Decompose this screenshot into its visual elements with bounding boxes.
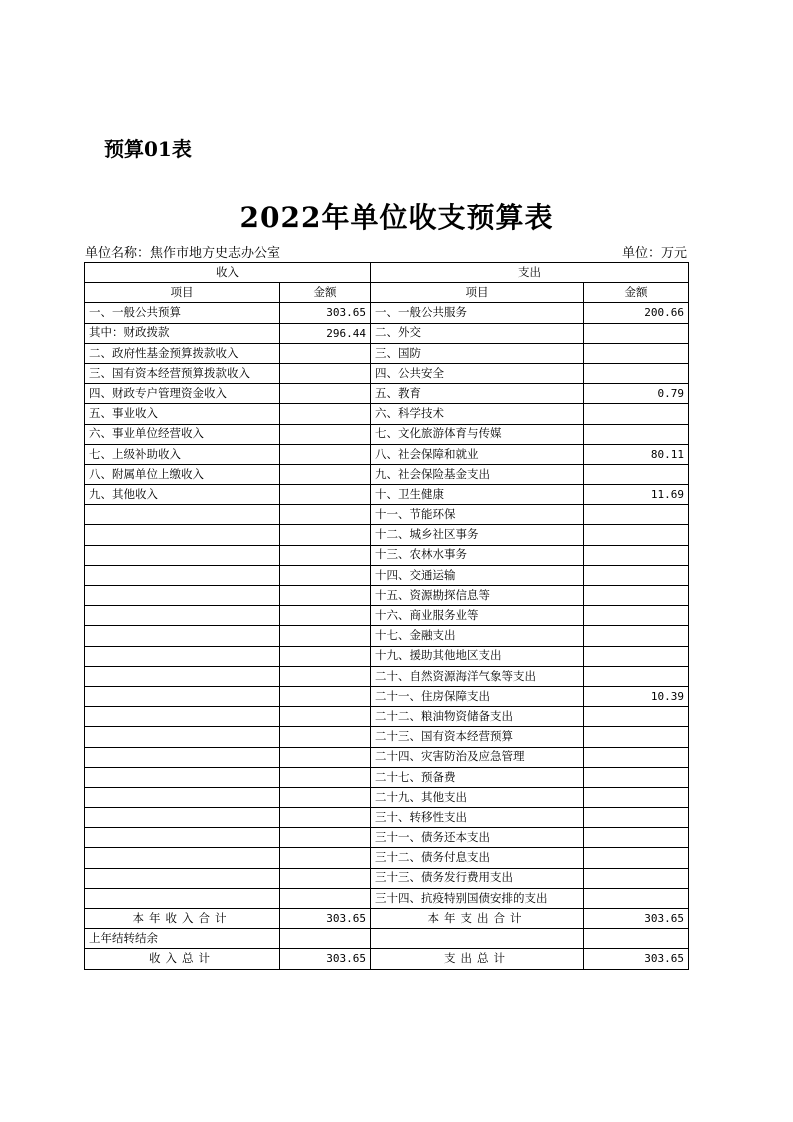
- income-amount-cell: [280, 363, 371, 383]
- expense-item-cell: 七、文化旅游体育与传媒: [371, 424, 584, 444]
- expense-amount-cell: [584, 767, 689, 787]
- expense-item-cell: 一、一般公共服务: [371, 303, 584, 323]
- expense-amount-cell: [584, 747, 689, 767]
- expense-item-cell: 三十四、抗疫特别国债安排的支出: [371, 888, 584, 908]
- expense-amount-cell: 10.39: [584, 686, 689, 706]
- income-item-cell: 一、一般公共预算: [85, 303, 280, 323]
- budget-table: [84, 262, 689, 970]
- table-row: [85, 363, 689, 383]
- expense-item-cell: 二十四、灾害防治及应急管理: [371, 747, 584, 767]
- table-row: [85, 828, 689, 848]
- income-item-cell: [85, 828, 280, 848]
- income-item-cell: 三、国有资本经营预算拨款收入: [85, 363, 280, 383]
- income-item-cell: [85, 586, 280, 606]
- table-row: [85, 505, 689, 525]
- table-row: [85, 626, 689, 646]
- income-amount-cell: [280, 707, 371, 727]
- expense-item-cell: 二十一、住房保障支出: [371, 686, 584, 706]
- income-amount-cell: [280, 525, 371, 545]
- expense-item-cell: 十七、金融支出: [371, 626, 584, 646]
- table-row: [85, 485, 689, 505]
- income-item-cell: 五、事业收入: [85, 404, 280, 424]
- income-amount-cell: [280, 485, 371, 505]
- income-item-cell: [85, 808, 280, 828]
- expense-amount-cell: [584, 505, 689, 525]
- table-row: [85, 787, 689, 807]
- totals-section: [85, 909, 689, 970]
- expense-item-cell: 三十一、债务还本支出: [371, 828, 584, 848]
- table-row: [85, 767, 689, 787]
- expense-item-cell: 十、卫生健康: [371, 485, 584, 505]
- carryover-row: [85, 929, 689, 949]
- income-amount-cell: 303.65: [280, 303, 371, 323]
- expense-total-amount: 303.65: [584, 949, 689, 969]
- expense-item-cell: 二十三、国有资本经营预算: [371, 727, 584, 747]
- expense-amount-cell: [584, 868, 689, 888]
- expense-amount-cell: [584, 464, 689, 484]
- unit-name: 单位名称：焦作市地方史志办公室: [85, 246, 281, 261]
- income-amount-cell: [280, 464, 371, 484]
- income-amount-cell: 296.44: [280, 323, 371, 343]
- income-amount-cell: [280, 828, 371, 848]
- income-item-cell: 二、政府性基金预算拨款收入: [85, 343, 280, 363]
- income-item-cell: [85, 848, 280, 868]
- expense-amount-cell: [584, 888, 689, 908]
- income-item-cell: 九、其他收入: [85, 485, 280, 505]
- table-row: [85, 888, 689, 908]
- expense-item-cell: 九、社会保险基金支出: [371, 464, 584, 484]
- expense-item-cell: 十五、资源勘探信息等: [371, 586, 584, 606]
- income-item-cell: [85, 707, 280, 727]
- income-amount-cell: [280, 646, 371, 666]
- income-item-cell: [85, 545, 280, 565]
- income-amount-cell: [280, 384, 371, 404]
- grand-total-row: [85, 949, 689, 969]
- table-row: [85, 404, 689, 424]
- year-income-label: 本年收入合计: [85, 909, 280, 929]
- income-item-cell: 四、财政专户管理资金收入: [85, 384, 280, 404]
- expense-item-cell: 四、公共安全: [371, 363, 584, 383]
- table-row: [85, 808, 689, 828]
- expense-amount-cell: [584, 646, 689, 666]
- expense-item-cell: 十一、节能环保: [371, 505, 584, 525]
- income-item-cell: [85, 626, 280, 646]
- income-amount-cell: [280, 848, 371, 868]
- table-row: [85, 666, 689, 686]
- expense-item-cell: 五、教育: [371, 384, 584, 404]
- income-amount-header: 金额: [280, 283, 371, 303]
- income-amount-cell: [280, 505, 371, 525]
- expense-amount-cell: [584, 626, 689, 646]
- income-header: 收入: [85, 263, 371, 283]
- expense-item-cell: 十九、援助其他地区支出: [371, 646, 584, 666]
- income-amount-cell: [280, 343, 371, 363]
- table-row: [85, 727, 689, 747]
- year-income-amount: 303.65: [280, 909, 371, 929]
- income-item-cell: [85, 666, 280, 686]
- income-item-cell: 其中：财政拨款: [85, 323, 280, 343]
- table-row: [85, 384, 689, 404]
- expense-item-cell: 三、国防: [371, 343, 584, 363]
- income-item-cell: [85, 646, 280, 666]
- income-amount-cell: [280, 747, 371, 767]
- expense-header: 支出: [371, 263, 689, 283]
- expense-item-cell: 二十七、预备费: [371, 767, 584, 787]
- income-amount-cell: [280, 606, 371, 626]
- income-item-cell: [85, 565, 280, 585]
- income-amount-cell: [280, 666, 371, 686]
- income-item-cell: [85, 868, 280, 888]
- table-row: [85, 868, 689, 888]
- expense-amount-cell: 11.69: [584, 485, 689, 505]
- year-expense-amount: 303.65: [584, 909, 689, 929]
- currency-unit: 单位：万元: [621, 246, 687, 261]
- table-row: [85, 565, 689, 585]
- expense-item-cell: 二十九、其他支出: [371, 787, 584, 807]
- table-row: [85, 464, 689, 484]
- expense-amount-cell: [584, 666, 689, 686]
- expense-item-cell: 二十、自然资源海洋气象等支出: [371, 666, 584, 686]
- income-item-cell: 六、事业单位经营收入: [85, 424, 280, 444]
- expense-amount-cell: [584, 545, 689, 565]
- column-header-row: [85, 283, 689, 303]
- carryover-expense-item: [371, 929, 584, 949]
- expense-amount-cell: [584, 404, 689, 424]
- income-item-cell: 八、附属单位上缴收入: [85, 464, 280, 484]
- expense-amount-cell: [584, 565, 689, 585]
- budget-table-body: [85, 263, 689, 909]
- carryover-expense-amount: [584, 929, 689, 949]
- income-total-label: 收入总计: [85, 949, 280, 969]
- expense-amount-cell: [584, 424, 689, 444]
- income-amount-cell: [280, 787, 371, 807]
- section-header-row: [85, 263, 689, 283]
- income-item-cell: [85, 767, 280, 787]
- expense-amount-cell: [584, 323, 689, 343]
- table-row: [85, 525, 689, 545]
- expense-amount-cell: [584, 727, 689, 747]
- income-item-cell: [85, 727, 280, 747]
- expense-amount-cell: 80.11: [584, 444, 689, 464]
- expense-item-cell: 十四、交通运输: [371, 565, 584, 585]
- table-row: [85, 586, 689, 606]
- expense-amount-cell: [584, 828, 689, 848]
- income-item-header: 项目: [85, 283, 280, 303]
- carryover-label: 上年结转结余: [85, 929, 280, 949]
- table-row: [85, 303, 689, 323]
- income-item-cell: [85, 747, 280, 767]
- income-item-cell: [85, 686, 280, 706]
- year-total-row: [85, 909, 689, 929]
- table-row: [85, 545, 689, 565]
- table-row: [85, 323, 689, 343]
- income-amount-cell: [280, 808, 371, 828]
- income-item-cell: [85, 606, 280, 626]
- income-amount-cell: [280, 888, 371, 908]
- expense-amount-cell: [584, 707, 689, 727]
- income-amount-cell: [280, 444, 371, 464]
- income-amount-cell: [280, 868, 371, 888]
- expense-item-cell: 六、科学技术: [371, 404, 584, 424]
- income-amount-cell: [280, 686, 371, 706]
- income-amount-cell: [280, 404, 371, 424]
- income-amount-cell: [280, 626, 371, 646]
- expense-amount-cell: [584, 586, 689, 606]
- table-row: [85, 646, 689, 666]
- expense-item-cell: 十六、商业服务业等: [371, 606, 584, 626]
- year-expense-label: 本年支出合计: [371, 909, 584, 929]
- expense-total-label: 支出总计: [371, 949, 584, 969]
- table-row: [85, 686, 689, 706]
- income-item-cell: [85, 525, 280, 545]
- expense-item-cell: 三十三、债务发行费用支出: [371, 868, 584, 888]
- expense-amount-cell: [584, 848, 689, 868]
- income-amount-cell: [280, 586, 371, 606]
- expense-item-cell: 三十二、债务付息支出: [371, 848, 584, 868]
- table-row: [85, 444, 689, 464]
- expense-amount-cell: [584, 363, 689, 383]
- expense-amount-cell: [584, 808, 689, 828]
- expense-amount-cell: [584, 343, 689, 363]
- income-item-cell: [85, 505, 280, 525]
- expense-amount-cell: [584, 787, 689, 807]
- table-row: [85, 424, 689, 444]
- table-row: [85, 848, 689, 868]
- income-amount-cell: [280, 767, 371, 787]
- expense-item-cell: 十二、城乡社区事务: [371, 525, 584, 545]
- table-row: [85, 707, 689, 727]
- income-item-cell: [85, 787, 280, 807]
- expense-amount-cell: 200.66: [584, 303, 689, 323]
- income-total-amount: 303.65: [280, 949, 371, 969]
- income-item-cell: 七、上级补助收入: [85, 444, 280, 464]
- expense-amount-cell: [584, 525, 689, 545]
- expense-amount-cell: 0.79: [584, 384, 689, 404]
- carryover-amount: [280, 929, 371, 949]
- expense-amount-cell: [584, 606, 689, 626]
- page-title: 2022年单位收支预算表: [239, 201, 554, 234]
- income-amount-cell: [280, 565, 371, 585]
- table-row: [85, 606, 689, 626]
- income-item-cell: [85, 888, 280, 908]
- table-row: [85, 747, 689, 767]
- table-row: [85, 343, 689, 363]
- income-amount-cell: [280, 545, 371, 565]
- income-amount-cell: [280, 727, 371, 747]
- expense-item-cell: 二十二、粮油物资储备支出: [371, 707, 584, 727]
- income-amount-cell: [280, 424, 371, 444]
- expense-item-header: 项目: [371, 283, 584, 303]
- expense-amount-header: 金额: [584, 283, 689, 303]
- expense-item-cell: 二、外交: [371, 323, 584, 343]
- expense-item-cell: 三十、转移性支出: [371, 808, 584, 828]
- expense-item-cell: 十三、农林水事务: [371, 545, 584, 565]
- expense-item-cell: 八、社会保障和就业: [371, 444, 584, 464]
- table-code: 预算01表: [104, 137, 192, 161]
